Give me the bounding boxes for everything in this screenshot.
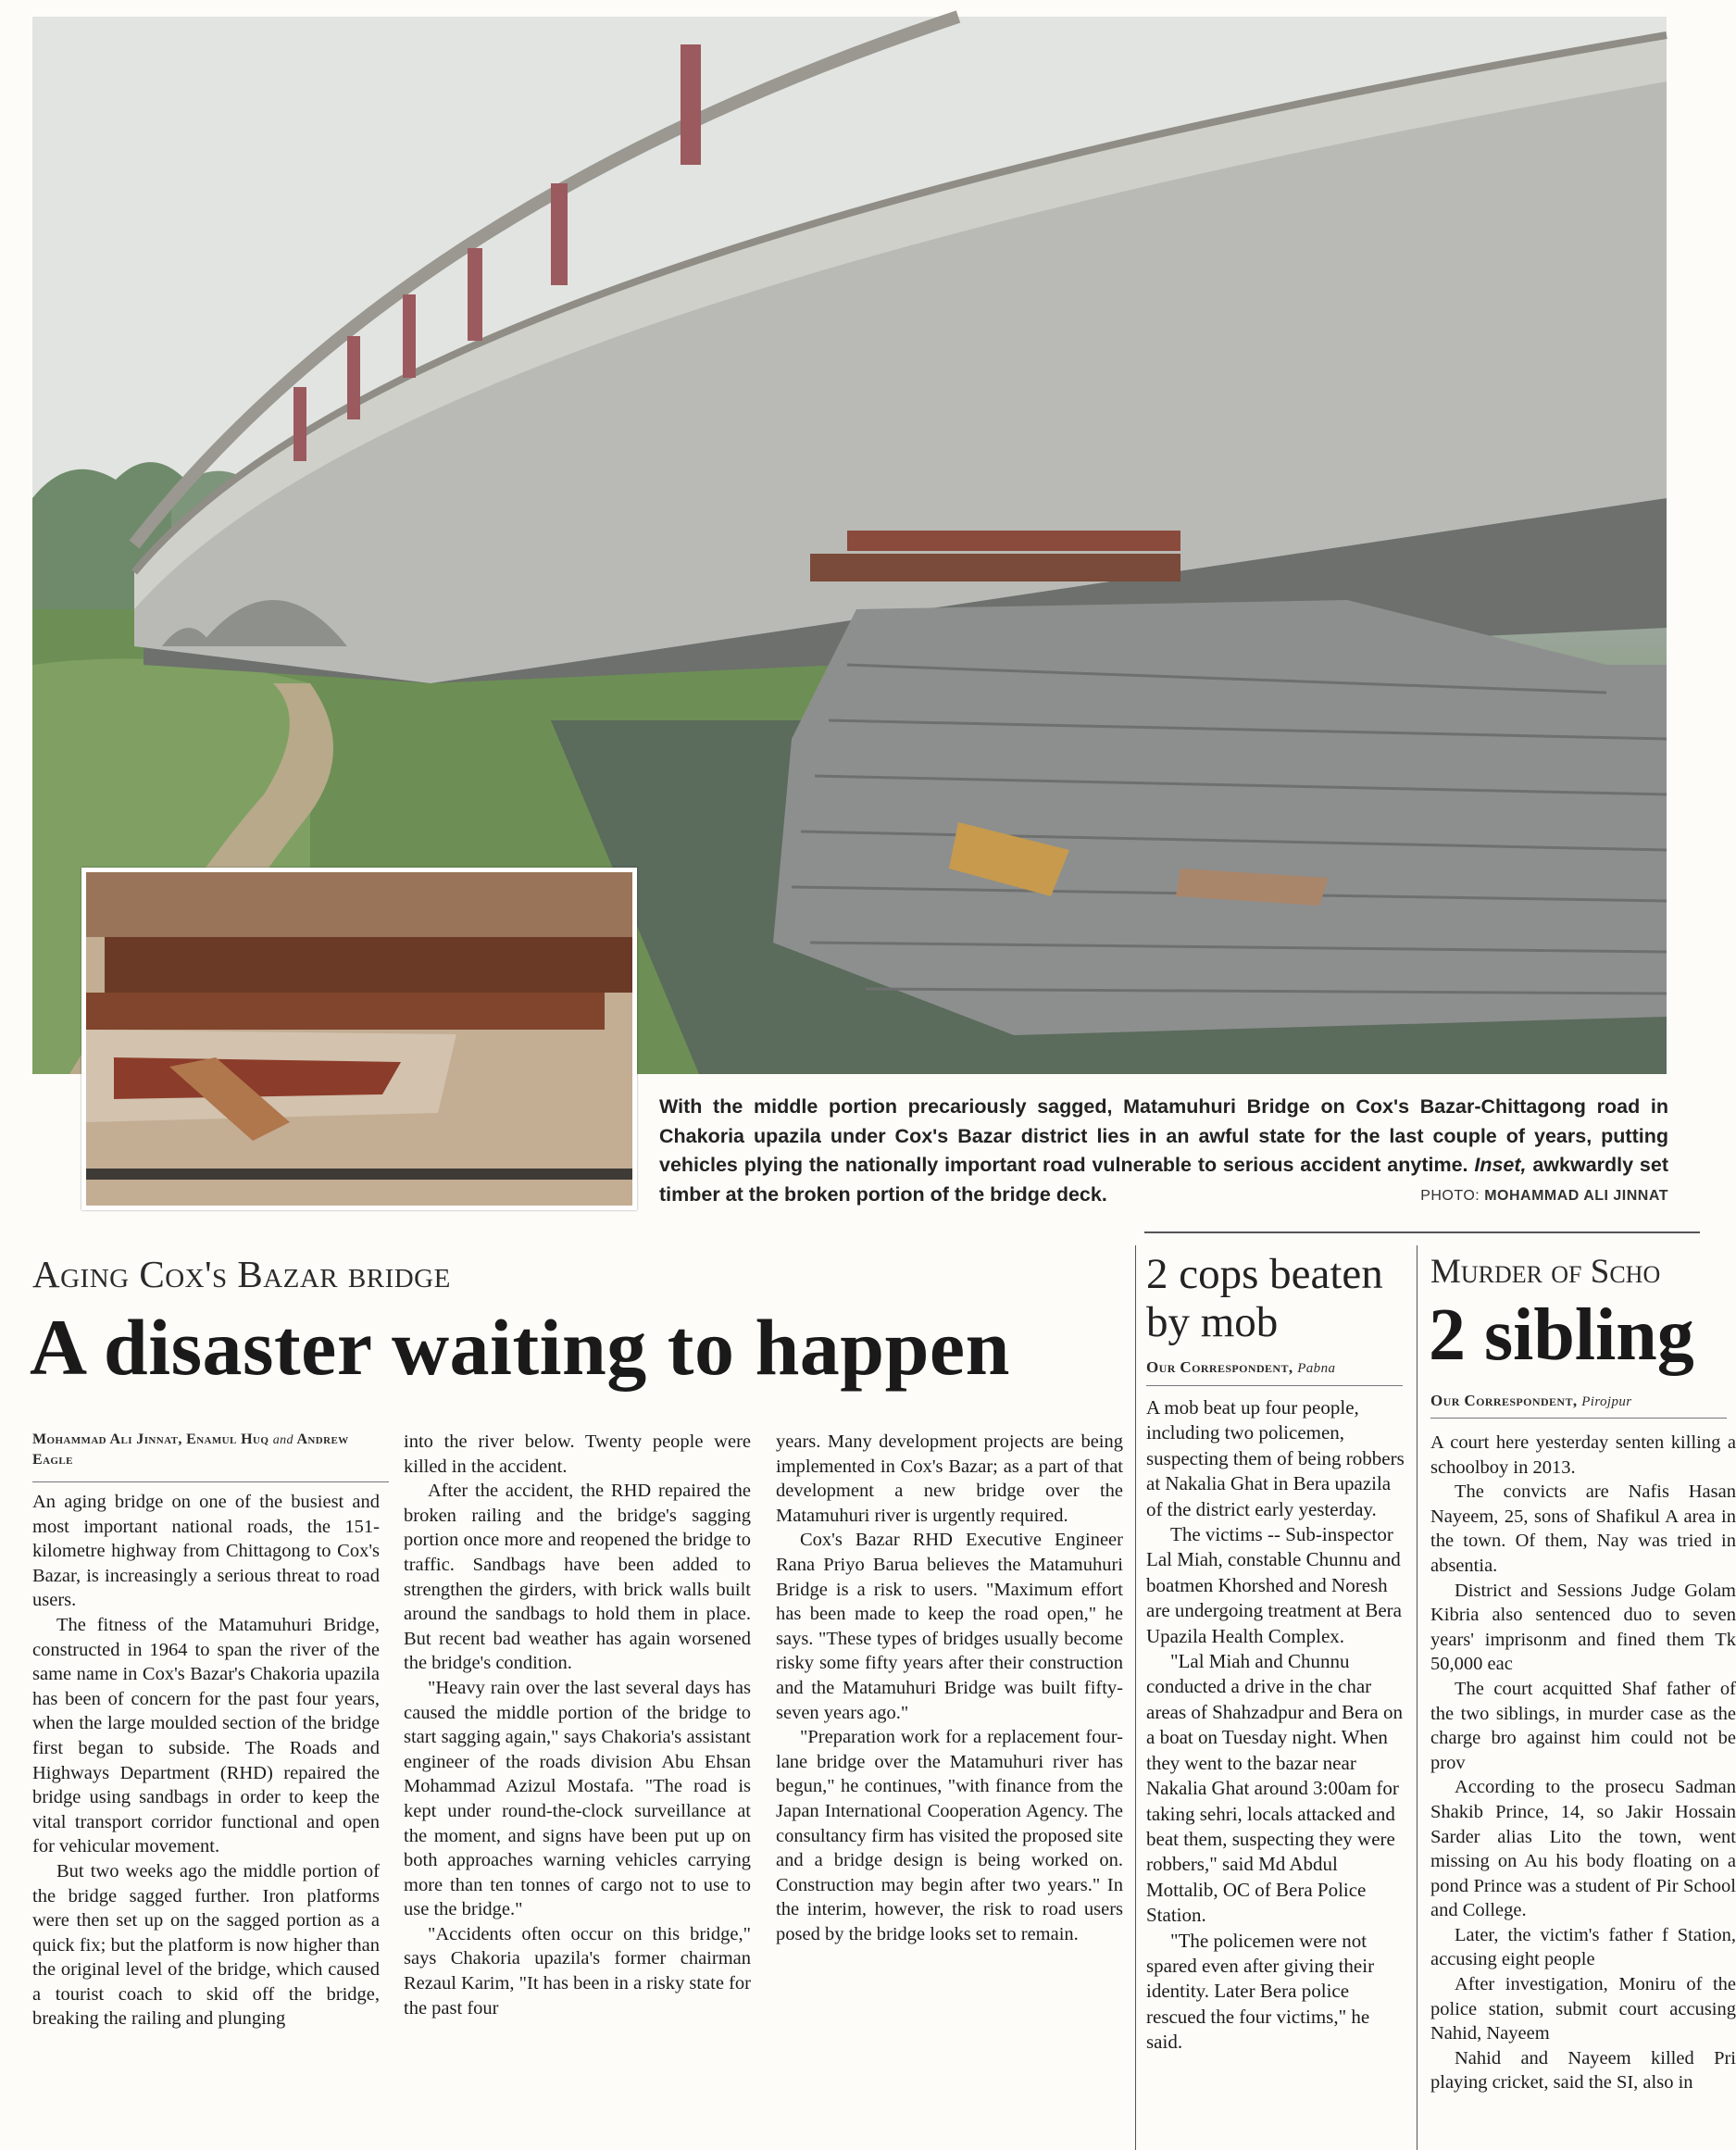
divider-column-1 — [1135, 1245, 1136, 2150]
caption-inset-word: Inset, — [1474, 1154, 1527, 1176]
paragraph: The court acquitted Shaf father of the two siblings, in murder case as the charge bro against him could not be prov — [1430, 1678, 1736, 1773]
paragraph: After investigation, Moniru of the police station, submit court accusing Nahid, Nayeem — [1430, 1974, 1736, 2044]
paragraph: into the river below. Twenty people were killed in the accident. — [404, 1431, 751, 1477]
caption-main-text: With the middle portion precariously sagged, Matamuhuri Bridge on Cox's Bazar-Chittagong road in Chakoria upazila under Cox's Bazar district lies in an awful state for the last couple of years, putting vehicles plying the nationally important road vulnerable to serious accident anytime. — [659, 1095, 1668, 1176]
story-column-3 — [776, 1430, 1123, 1946]
murder-byline-place: Pirojpur — [1581, 1394, 1632, 1409]
paragraph: An aging bridge on one of the busiest and most important national roads, the 151-kilometre highway from Chittagong to Cox's Bazar, is increasingly a serious threat to road users. — [32, 1492, 380, 1611]
paragraph: A mob beat up four people, including two policemen, suspecting them of being robbers at Nakalia Ghat in Bera upazila of the district early yesterday. — [1146, 1396, 1405, 1520]
paragraph: "Preparation work for a replacement four-lane bridge over the Matamuhuri river has begun," he continues, "with finance from the Japan International Cooperation Agency. The consultancy firm has visited the proposed site and a bridge design is being worked on. Construction may begin after two years." In the interim, however, the risk to road users posed by the bridge looks set to remain. — [776, 1727, 1123, 1944]
byline-authors-2: Andrew Eagle — [32, 1431, 349, 1468]
murder-story-headline: 2 sibling — [1429, 1294, 1694, 1376]
paragraph: "The policemen were not spared even after giving their identity. Later Bera police rescued the four victims," he said. — [1146, 1929, 1375, 2054]
paragraph: According to the prosecu Sadman Shakib Prince, 14, so Jakir Hossain Sarder alias Lito the town, went missing on Au his body floating on a pond Prince was a student of Pir School and College. — [1430, 1777, 1736, 1921]
cops-story-headline: 2 cops beaten by mob — [1146, 1250, 1383, 1346]
cops-byline-name: Our Correspondent, — [1146, 1358, 1293, 1376]
byline-divider — [32, 1481, 389, 1482]
photo-credit-name: MOHAMMAD ALI JINNAT — [1484, 1188, 1668, 1204]
cops-story-byline — [1146, 1358, 1335, 1377]
paragraph: Later, the victim's father f Station, accusing eight people — [1430, 1924, 1736, 1970]
murder-byline-divider — [1430, 1418, 1727, 1419]
caption-tail-text: awkwardly set timber at the broken portion of the bridge deck. — [659, 1154, 1668, 1206]
paragraph: The convicts are Nafis Hasan Nayeem, 25, sons of Shafikul A area in the town. Of them, Nay was tried in absentia. — [1430, 1481, 1736, 1576]
inset-timber-photo — [81, 868, 637, 1210]
murder-story-byline — [1430, 1392, 1632, 1410]
paragraph: District and Sessions Judge Golam Kibria also sentenced duo to seven years' imprisonm and fined them Tk 50,000 eac — [1430, 1580, 1736, 1675]
story-headline: A disaster waiting to happen — [30, 1303, 1010, 1392]
cops-story-body — [1146, 1395, 1405, 2056]
paragraph: years. Many development projects are being implemented in Cox's Bazar; as a part of that development a new bridge over the Matamuhuri river is urgently required. — [776, 1431, 1123, 1526]
murder-story — [1429, 1245, 1736, 2150]
paragraph: "Lal Miah and Chunnu conducted a drive in the char areas of Shahzadpur and Bera on a boat on Tuesday night. When they went to the bazar near Nakalia Ghat around 3:00am for taking sehri, locals attacked and beat them, suspecting they were robbers," said Md Abdul Mottalib, OC of Bera Police Station. — [1146, 1650, 1403, 1927]
murder-story-body — [1430, 1431, 1736, 2095]
divider-top-right — [1144, 1231, 1700, 1233]
murder-byline-name: Our Correspondent, — [1430, 1392, 1578, 1409]
paragraph: But two weeks ago the middle portion of the bridge sagged further. Iron platforms were then set up on the sagged portion as a quick fix; but the platform is now higher than the original level of the bridge, which caused a tourist coach to skid off the bridge, breaking the railing and plunging — [32, 1860, 380, 2030]
paragraph: "Accidents often occur on this bridge," says Chakoria upazila's former chairman Rezaul Karim, "It has been in a risky state for the past four — [404, 1923, 751, 2019]
divider-column-2 — [1417, 1245, 1418, 2150]
story-column-2 — [404, 1430, 751, 2020]
paragraph: "Heavy rain over the last several days has caused the middle portion of the bridge to start sagging again," says Chakoria's assistant engineer of the roads division Abu Ehsan Mohammad Azizul Mostafa. "The road is kept under round-the-clock surveillance at the moment, and signs have been put up on both approaches warning vehicles carrying more than ten tonnes of cargo not to use to use the bridge." — [404, 1677, 751, 1920]
cops-byline-place: Pabna — [1297, 1361, 1336, 1376]
byline-and: and — [272, 1433, 293, 1447]
paragraph: A court here yesterday senten killing a schoolboy in 2013. — [1430, 1432, 1736, 1478]
story-byline — [32, 1430, 389, 1469]
cops-byline-divider — [1146, 1385, 1403, 1386]
paragraph: The fitness of the Matamuhuri Bridge, constructed in 1964 to span the river of the same name in Cox's Bazar's Chakoria upazila has been of concern for the past four years, when the large moulded section of the bridge first began to subside. The Roads and Highways Department (RHD) repaired the bridge using sandbags in order to keep the vital transport corridor functional and open for vehicular movement. — [32, 1614, 380, 1857]
paragraph: After the accident, the RHD repaired the broken railing and the bridge's sagging portion once more and reopened the bridge to traffic. Sandbags have been added to strengthen the girders, with brick walls built around the sandbags to hold them in place. But recent bad weather has again worsened the bridge's condition. — [404, 1481, 751, 1674]
byline-authors-1: Mohammad Ali Jinnat, Enamul Huq — [32, 1431, 269, 1447]
photo-credit-label: PHOTO: — [1420, 1188, 1480, 1204]
paragraph: Cox's Bazar RHD Executive Engineer Rana Priyo Barua believes the Matamuhuri Bridge is a risk to users. "Maximum effort has been made to keep the road open," he says. "These types of bridges usually become risky some fifty years after their construction and the Matamuhuri Bridge was built fifty-seven years ago." — [776, 1530, 1123, 1723]
story-kicker: Aging Cox's Bazar bridge — [32, 1253, 451, 1295]
paragraph: Nahid and Nayeem killed Pri playing cricket, said the SI, also in — [1430, 2047, 1736, 2094]
photo-credit — [1204, 1188, 1668, 1205]
murder-story-kicker: Murder of Scho — [1430, 1253, 1661, 1291]
story-column-1 — [32, 1490, 380, 2031]
paragraph: The victims -- Sub-inspector Lal Miah, constable Chunnu and boatmen Khorshed and Noresh are undergoing treatment at Bera Upazila Health Complex. — [1146, 1523, 1402, 1647]
